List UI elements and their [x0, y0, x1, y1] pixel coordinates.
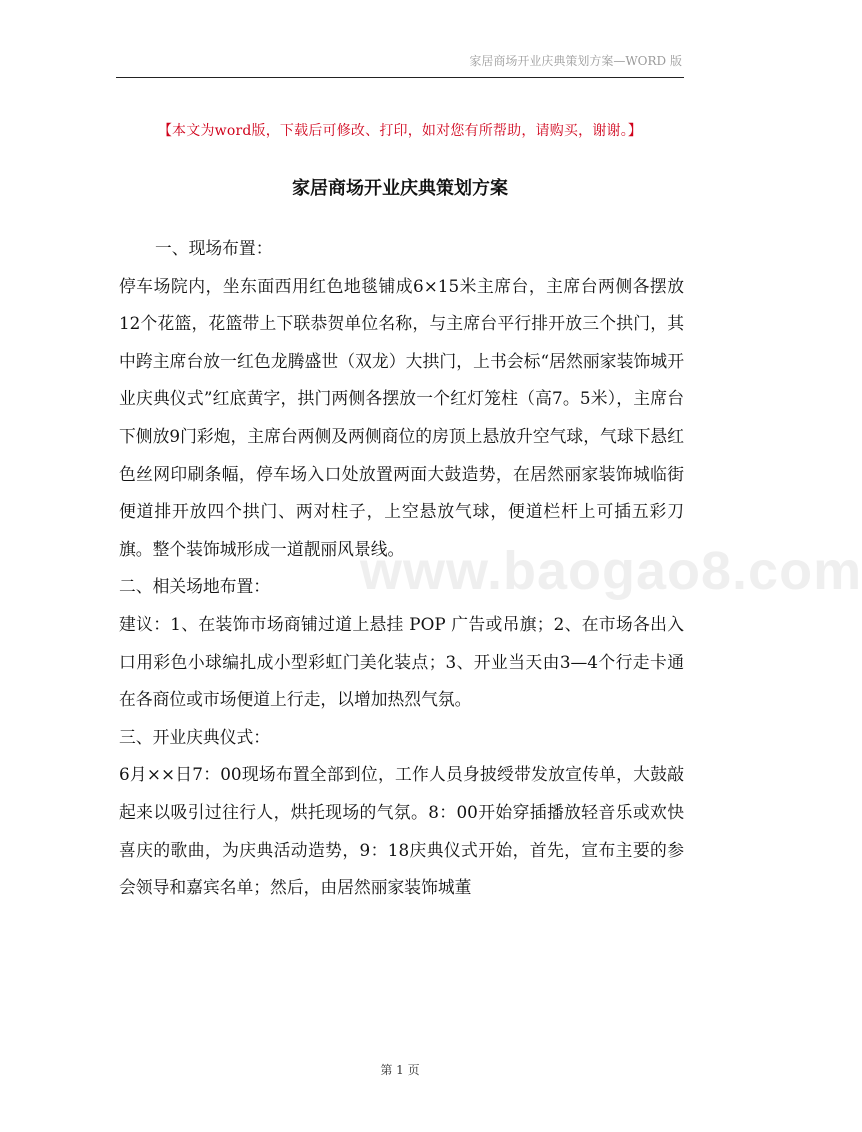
purchase-notice: 【本文为word版，下载后可修改、打印，如对您有所帮助，请购买，谢谢。】: [157, 123, 643, 139]
page-number: 第 1 页: [380, 1063, 420, 1077]
section-heading-1: 一、现场布置：: [155, 238, 273, 258]
watermark: www.baogao8.com: [360, 541, 862, 601]
running-header: 家居商场开业庆典策划方案—WORD 版: [469, 54, 682, 68]
section-body-1: 停车场院内，坐东面西用红色地毯铺成6×15米主席台，主席台两侧各摆放12个花篮，花篮带上下联恭贺单位名称，与主席台平行排开放三个拱门，其中跨主席台放一红色龙腾盛世（双龙）大拱门，上书会标“居然丽家装饰城开业庆典仪式”红底黄字，拱门两侧各摆放一个红灯笼柱（高7。5米），主席台下侧放9门彩炮，主席台两侧及两侧商位的房顶上悬放升空气球，气球下悬红色丝网印刷条幅，停车场入口处放置两面大鼓造势，在居然丽家装饰城临街便道排开放四个拱门、两对柱子，上空悬放气球，便道栏杆上可插五彩刀旗。整个装饰城形成一道靓丽风景线。: [119, 275, 684, 559]
header-rule: [116, 77, 684, 78]
document-title: 家居商场开业庆典策划方案: [292, 178, 508, 199]
section-body-2: 建议：1、在装饰市场商铺过道上悬挂 POP 广告或吊旗；2、在市场各出入口用彩色小球编扎成小型彩虹门美化装点；3、开业当天由3—4个行走卡通在各商位或市场便道上行走，以增加热烈气氛。: [119, 613, 684, 710]
section-heading-2: 二、相关场地布置：: [119, 576, 271, 597]
section-heading-3: 三、开业庆典仪式：: [119, 726, 271, 747]
section-body-3: 6月××日7：00现场布置全部到位，工作人员身披绶带发放宣传单，大鼓敲起来以吸引过往行人，烘托现场的气氛。8：00开始穿插播放轻音乐或欢快喜庆的歌曲，为庆典活动造势，9：18庆典仪式开始，首先，宣布主要的参会领导和嘉宾名单；然后，由居然丽家装饰城董: [119, 764, 684, 898]
